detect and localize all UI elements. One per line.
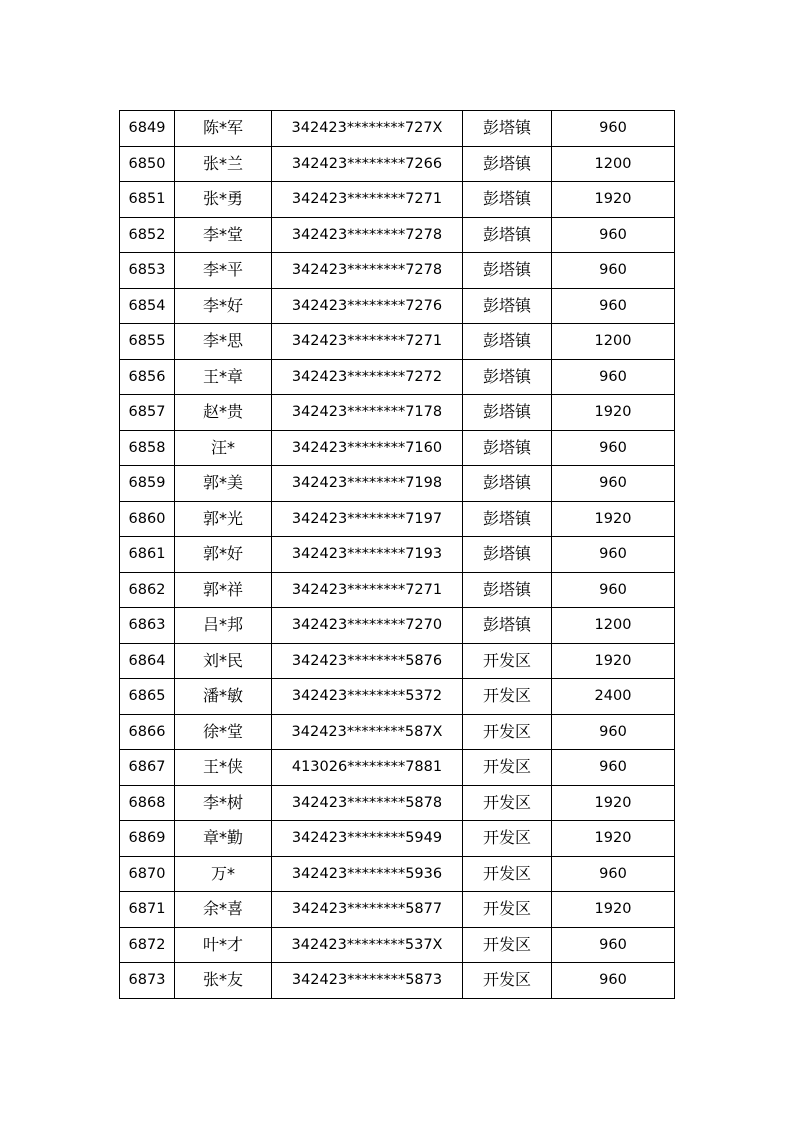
- cell-town: 彭塔镇: [463, 111, 552, 147]
- cell-serial-number: 6852: [120, 217, 175, 253]
- cell-town: 开发区: [463, 963, 552, 999]
- cell-town: 开发区: [463, 927, 552, 963]
- table-row: [120, 111, 675, 147]
- table-row: [120, 856, 675, 892]
- table-row: [120, 572, 675, 608]
- cell-id-number: 342423********7160: [272, 430, 463, 466]
- cell-id-number: 342423********5876: [272, 643, 463, 679]
- cell-amount: 1200: [552, 324, 675, 360]
- cell-serial-number: 6857: [120, 395, 175, 431]
- cell-amount: 1200: [552, 608, 675, 644]
- cell-town: 彭塔镇: [463, 288, 552, 324]
- cell-id-number: 342423********5372: [272, 679, 463, 715]
- cell-serial-number: 6854: [120, 288, 175, 324]
- cell-amount: 960: [552, 750, 675, 786]
- cell-serial-number: 6870: [120, 856, 175, 892]
- cell-name: 张*兰: [175, 146, 272, 182]
- cell-amount: 960: [552, 253, 675, 289]
- cell-id-number: 342423********537X: [272, 927, 463, 963]
- table-row: [120, 324, 675, 360]
- table-row: [120, 927, 675, 963]
- table-row: [120, 359, 675, 395]
- cell-name: 章*勤: [175, 821, 272, 857]
- cell-town: 开发区: [463, 679, 552, 715]
- cell-amount: 1920: [552, 892, 675, 928]
- cell-id-number: 342423********5873: [272, 963, 463, 999]
- cell-serial-number: 6868: [120, 785, 175, 821]
- cell-name: 吕*邦: [175, 608, 272, 644]
- cell-town: 彭塔镇: [463, 146, 552, 182]
- cell-name: 李*思: [175, 324, 272, 360]
- cell-town: 彭塔镇: [463, 253, 552, 289]
- cell-amount: 960: [552, 537, 675, 573]
- cell-serial-number: 6849: [120, 111, 175, 147]
- table-row: [120, 466, 675, 502]
- cell-serial-number: 6862: [120, 572, 175, 608]
- cell-amount: 1920: [552, 821, 675, 857]
- cell-serial-number: 6855: [120, 324, 175, 360]
- table-row: [120, 892, 675, 928]
- cell-serial-number: 6864: [120, 643, 175, 679]
- cell-name: 叶*才: [175, 927, 272, 963]
- cell-amount: 1920: [552, 643, 675, 679]
- cell-amount: 1200: [552, 146, 675, 182]
- cell-id-number: 413026********7881: [272, 750, 463, 786]
- cell-town: 开发区: [463, 750, 552, 786]
- cell-serial-number: 6856: [120, 359, 175, 395]
- cell-name: 郭*好: [175, 537, 272, 573]
- table-row: [120, 146, 675, 182]
- cell-name: 王*侠: [175, 750, 272, 786]
- cell-town: 彭塔镇: [463, 359, 552, 395]
- cell-amount: 1920: [552, 182, 675, 218]
- cell-id-number: 342423********7278: [272, 217, 463, 253]
- table-row: [120, 821, 675, 857]
- cell-serial-number: 6858: [120, 430, 175, 466]
- cell-town: 彭塔镇: [463, 182, 552, 218]
- cell-town: 彭塔镇: [463, 466, 552, 502]
- roster-body: [120, 111, 675, 999]
- cell-name: 郭*光: [175, 501, 272, 537]
- cell-amount: 960: [552, 572, 675, 608]
- table-row: [120, 217, 675, 253]
- table-row: [120, 430, 675, 466]
- cell-id-number: 342423********7278: [272, 253, 463, 289]
- cell-name: 李*好: [175, 288, 272, 324]
- cell-amount: 960: [552, 466, 675, 502]
- cell-name: 李*平: [175, 253, 272, 289]
- cell-amount: 960: [552, 217, 675, 253]
- cell-id-number: 342423********7270: [272, 608, 463, 644]
- cell-id-number: 342423********5936: [272, 856, 463, 892]
- table-row: [120, 288, 675, 324]
- cell-town: 开发区: [463, 856, 552, 892]
- cell-id-number: 342423********727X: [272, 111, 463, 147]
- cell-id-number: 342423********7197: [272, 501, 463, 537]
- cell-amount: 960: [552, 963, 675, 999]
- cell-amount: 1920: [552, 501, 675, 537]
- cell-amount: 960: [552, 856, 675, 892]
- cell-amount: 1920: [552, 785, 675, 821]
- cell-serial-number: 6853: [120, 253, 175, 289]
- cell-name: 万*: [175, 856, 272, 892]
- cell-name: 刘*民: [175, 643, 272, 679]
- cell-name: 徐*堂: [175, 714, 272, 750]
- cell-id-number: 342423********7198: [272, 466, 463, 502]
- table-row: [120, 679, 675, 715]
- table-row: [120, 643, 675, 679]
- cell-town: 彭塔镇: [463, 537, 552, 573]
- cell-serial-number: 6850: [120, 146, 175, 182]
- cell-id-number: 342423********7271: [272, 182, 463, 218]
- cell-town: 彭塔镇: [463, 395, 552, 431]
- cell-town: 开发区: [463, 892, 552, 928]
- cell-id-number: 342423********587X: [272, 714, 463, 750]
- cell-name: 郭*美: [175, 466, 272, 502]
- cell-name: 汪*: [175, 430, 272, 466]
- cell-town: 开发区: [463, 714, 552, 750]
- table-row: [120, 785, 675, 821]
- cell-amount: 960: [552, 714, 675, 750]
- cell-amount: 960: [552, 111, 675, 147]
- cell-serial-number: 6859: [120, 466, 175, 502]
- cell-town: 彭塔镇: [463, 572, 552, 608]
- cell-town: 彭塔镇: [463, 430, 552, 466]
- cell-town: 开发区: [463, 643, 552, 679]
- cell-name: 陈*军: [175, 111, 272, 147]
- cell-id-number: 342423********5949: [272, 821, 463, 857]
- cell-serial-number: 6865: [120, 679, 175, 715]
- cell-id-number: 342423********5878: [272, 785, 463, 821]
- cell-name: 余*喜: [175, 892, 272, 928]
- cell-serial-number: 6851: [120, 182, 175, 218]
- cell-name: 李*树: [175, 785, 272, 821]
- table-row: [120, 537, 675, 573]
- cell-serial-number: 6863: [120, 608, 175, 644]
- table-row: [120, 750, 675, 786]
- cell-amount: 960: [552, 430, 675, 466]
- cell-id-number: 342423********7272: [272, 359, 463, 395]
- cell-serial-number: 6869: [120, 821, 175, 857]
- cell-id-number: 342423********7266: [272, 146, 463, 182]
- cell-town: 开发区: [463, 785, 552, 821]
- cell-name: 张*友: [175, 963, 272, 999]
- cell-amount: 960: [552, 359, 675, 395]
- cell-id-number: 342423********7271: [272, 324, 463, 360]
- table-row: [120, 395, 675, 431]
- cell-serial-number: 6860: [120, 501, 175, 537]
- cell-town: 彭塔镇: [463, 324, 552, 360]
- cell-town: 开发区: [463, 821, 552, 857]
- cell-name: 张*勇: [175, 182, 272, 218]
- cell-id-number: 342423********7276: [272, 288, 463, 324]
- table-row: [120, 608, 675, 644]
- table-row: [120, 182, 675, 218]
- cell-serial-number: 6872: [120, 927, 175, 963]
- table-row: [120, 714, 675, 750]
- cell-amount: 960: [552, 927, 675, 963]
- table-row: [120, 963, 675, 999]
- cell-amount: 2400: [552, 679, 675, 715]
- cell-id-number: 342423********7178: [272, 395, 463, 431]
- cell-amount: 960: [552, 288, 675, 324]
- cell-town: 彭塔镇: [463, 501, 552, 537]
- cell-serial-number: 6873: [120, 963, 175, 999]
- cell-amount: 1920: [552, 395, 675, 431]
- roster-table: [119, 110, 675, 999]
- cell-serial-number: 6867: [120, 750, 175, 786]
- cell-id-number: 342423********7271: [272, 572, 463, 608]
- cell-serial-number: 6871: [120, 892, 175, 928]
- cell-name: 潘*敏: [175, 679, 272, 715]
- cell-town: 彭塔镇: [463, 217, 552, 253]
- cell-name: 王*章: [175, 359, 272, 395]
- cell-serial-number: 6861: [120, 537, 175, 573]
- table-row: [120, 253, 675, 289]
- cell-id-number: 342423********7193: [272, 537, 463, 573]
- cell-name: 李*堂: [175, 217, 272, 253]
- cell-id-number: 342423********5877: [272, 892, 463, 928]
- cell-town: 彭塔镇: [463, 608, 552, 644]
- cell-name: 赵*贵: [175, 395, 272, 431]
- cell-serial-number: 6866: [120, 714, 175, 750]
- cell-name: 郭*祥: [175, 572, 272, 608]
- table-row: [120, 501, 675, 537]
